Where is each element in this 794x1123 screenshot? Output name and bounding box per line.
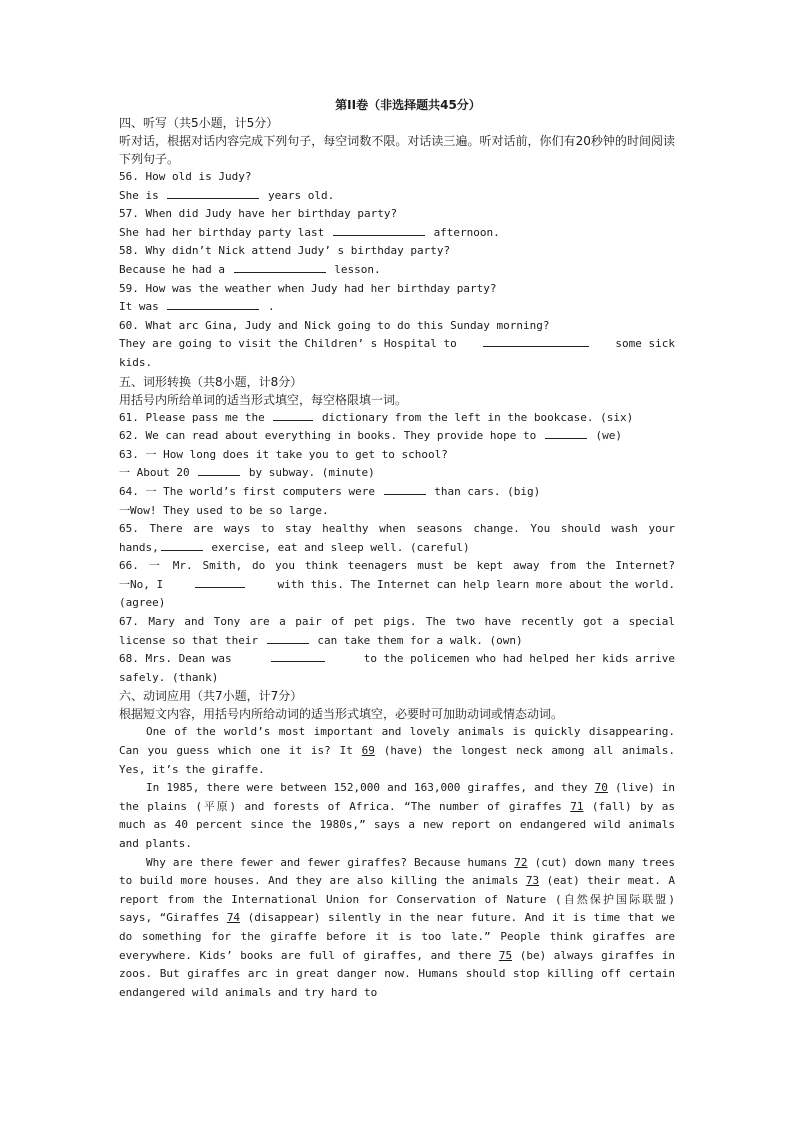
q62-end: (we) (595, 429, 622, 443)
q68-start: 68. Mrs. Dean was (119, 652, 232, 666)
part-title: 第II卷（非选择题共45分） (335, 98, 481, 112)
q63-end: by subway. (minute) (248, 466, 375, 480)
blank-number-70[interactable]: 70 (594, 781, 608, 795)
answer-blank-62[interactable] (545, 427, 587, 439)
p3-text-c: (eat) their meat. A report from the International Union for Conservation of Nature (自然保护国际联盟) says, “Giraffes (119, 874, 675, 925)
blank-number-75[interactable]: 75 (498, 948, 513, 962)
section6-heading: 六、动词应用（共7小题，计7分） (119, 689, 303, 704)
answer-blank-63[interactable] (198, 464, 240, 476)
q60-answer-end: some sick (615, 337, 675, 351)
p3-text-d: (disappear) silently in the near future. And it is time that we do something for the giraffe before it is too late.” People think giraffes are everywhere. Kids’ books are full of giraffes, and there (119, 911, 675, 962)
q64-start: 64. 一 The world’s first computers were (119, 484, 376, 498)
section5-questions (119, 409, 675, 688)
q66-line3: (agree) (119, 596, 166, 610)
q62-start: 62. We can read about everything in books. They provide hope to (119, 429, 537, 443)
q58-answer-start: Because he had a (119, 262, 225, 276)
q61-end: dictionary from the left in the bookcase. (six) (321, 410, 634, 424)
q63-answer (119, 464, 675, 483)
q63-question: 63. 一 How long does it take you to get to school? (119, 447, 448, 461)
q57-question: 57. When did Judy have her birthday party? (119, 207, 398, 221)
blank-number-69[interactable]: 69 (361, 744, 375, 758)
answer-blank-60[interactable] (483, 335, 589, 347)
q58-question: 58. Why didn’t Nick attend Judy’ s birthday party? (119, 244, 451, 258)
q56-answer-line (119, 187, 675, 206)
section4-instruction: 听对话，根据对话内容完成下列句子，每空词数不限。对话读三遍。听对话前，你们有20秒钟的时间阅读下列句子。 (119, 134, 675, 166)
q66-line2 (119, 576, 675, 595)
q59-answer-start: It was (119, 300, 159, 314)
q61-start: 61. Please pass me the (119, 410, 265, 424)
q60-question: 60. What arc Gina, Judy and Nick going to do this Sunday morning? (119, 318, 550, 332)
section6-instruction: 根据短文内容，用括号内所给动词的适当形式填空，必要时可加助动词或情态动词。 (119, 707, 564, 722)
section5-instruction: 用括号内所给单词的适当形式填空，每空格限填一词。 (119, 392, 408, 407)
p1-text-a: One of the world’s most important and lovely animals is quickly disappearing. Can you guess which one it is? It (119, 725, 675, 758)
q66-end: with this. The Internet can help learn more about the world. (277, 577, 675, 591)
p3-text-e: (be) always giraffes in zoos. But giraffes arc in great danger now. Humans should stop killing off certain endangered wild animals and try hard to (119, 948, 676, 999)
q68-end: to the policemen who had helped her kids arrive (363, 652, 675, 666)
answer-blank-66[interactable] (195, 576, 245, 588)
p2-text-b: (live) in the plains (平原) and forests of Africa. “The number of giraffes (119, 781, 676, 813)
q68-line2: safely. (thank) (119, 670, 219, 684)
q65-line2 (119, 539, 675, 558)
q67-line2 (119, 632, 675, 651)
answer-blank-61[interactable] (273, 409, 313, 421)
passage-paragraph-3 (119, 854, 675, 1003)
question-61 (119, 409, 675, 428)
q56-answer-start: She is (119, 188, 159, 202)
section5-heading: 五、词形转换（共8小题，计8分） (119, 374, 303, 389)
q66-line1: 66. 一 Mr. Smith, do you think teenagers must be kept away from the Internet? (119, 559, 675, 573)
question-62 (119, 427, 675, 446)
q57-answer-line (119, 224, 675, 243)
answer-blank-56[interactable] (167, 187, 259, 199)
answer-blank-65[interactable] (161, 539, 203, 551)
answer-blank-57[interactable] (333, 224, 425, 236)
q60-answer-line (119, 335, 675, 354)
q64-end: than cars. (big) (434, 484, 541, 498)
q65-line1: 65. There are ways to stay healthy when seasons change. You should wash your (119, 522, 675, 536)
q63-start: 一 About 20 (119, 466, 190, 480)
section4-heading: 四、听写（共5小题，计5分） (119, 116, 279, 130)
q59-question: 59. How was the weather when Judy had her birthday party? (119, 281, 497, 295)
question-64 (119, 483, 675, 502)
passage-paragraph-1 (119, 723, 675, 779)
p2-text-a: In 1985, there were between 152,000 and 163,000 giraffes, and they (146, 781, 588, 795)
q67-start: license so that their (119, 633, 259, 647)
answer-blank-67[interactable] (267, 632, 309, 644)
p1-text-b: (have) the longest neck among all animals. Yes, it’s the giraffe. (119, 744, 676, 776)
q59-answer-end: . (268, 300, 275, 314)
blank-number-73[interactable]: 73 (525, 874, 540, 888)
q67-end: can take them for a walk. (own) (317, 633, 523, 647)
blank-number-74[interactable]: 74 (226, 911, 241, 925)
q58-answer-end: lesson. (334, 262, 381, 276)
q65-end: exercise, eat and sleep well. (careful) (211, 540, 470, 554)
q56-answer-end: years old. (268, 188, 335, 202)
q60-answer-cont: kids. (119, 355, 153, 369)
exam-page (119, 96, 675, 1002)
q68-line1 (119, 650, 675, 669)
blank-number-72[interactable]: 72 (514, 855, 528, 869)
q64-reply: 一Wow! They used to be so large. (119, 503, 329, 517)
blank-number-71[interactable]: 71 (570, 799, 584, 813)
answer-blank-58[interactable] (234, 261, 326, 273)
p3-text-b: (cut) down many trees to build more houses. And they are also killing the animals (119, 855, 676, 888)
q65-start: hands, (119, 540, 159, 554)
q57-answer-start: She had her birthday party last (119, 225, 325, 239)
q67-line1: 67. Mary and Tony are a pair of pet pigs. The two have recently got a special (119, 615, 675, 629)
answer-blank-64[interactable] (384, 483, 426, 495)
question-56 (119, 168, 675, 373)
q58-answer-line (119, 261, 675, 280)
answer-blank-68[interactable] (271, 650, 325, 662)
p2-text-c: (fall) by as much as 40 percent since the 1980s,” says a new report on endangered wild animals and plants. (119, 799, 675, 850)
q56-question: 56. How old is Judy? (119, 170, 252, 183)
q60-answer-start: They are going to visit the Children’ s Hospital to (119, 337, 457, 351)
q66-start: 一No, I (119, 577, 164, 591)
q57-answer-end: afternoon. (433, 225, 500, 239)
answer-blank-59[interactable] (167, 298, 259, 310)
passage-paragraph-2 (119, 779, 675, 853)
p3-text-a: Why are there fewer and fewer giraffes? Because humans (146, 855, 508, 869)
q59-answer-line (119, 298, 675, 317)
